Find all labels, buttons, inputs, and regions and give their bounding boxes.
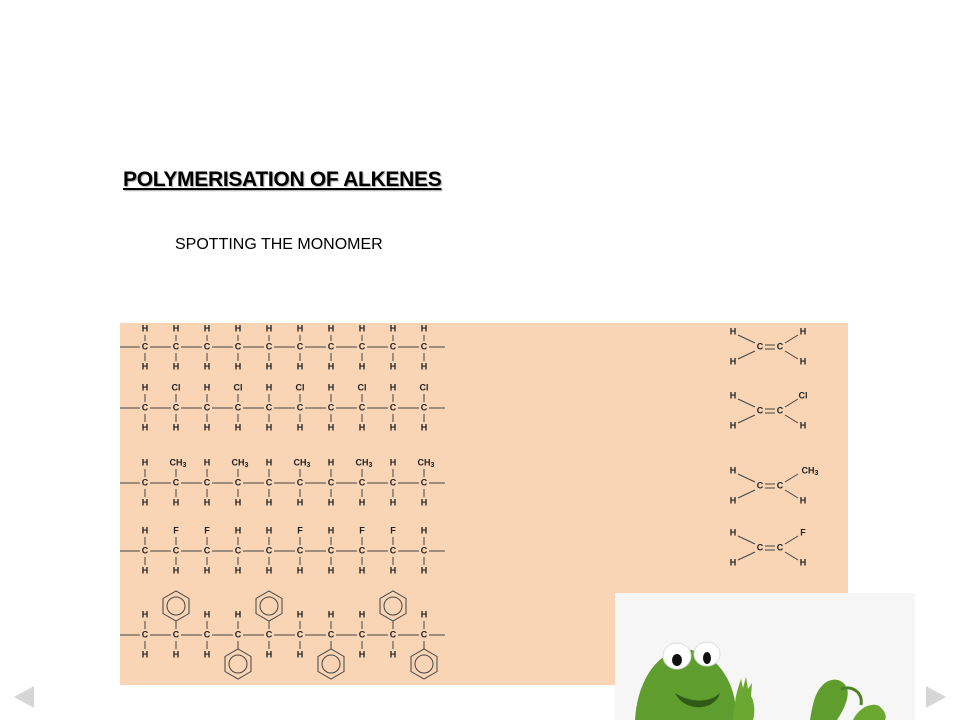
atom-label: H: [729, 326, 737, 337]
atom-label: H: [358, 323, 366, 334]
atom-label: H: [799, 420, 807, 431]
atom-label: H: [141, 361, 149, 372]
bond: [738, 474, 755, 482]
atom-label: H: [141, 609, 149, 620]
carbon-atom: C: [296, 629, 304, 640]
atom-label: H: [729, 465, 737, 476]
atom-label: H: [389, 565, 397, 576]
atom-label: H: [234, 565, 242, 576]
carbon-atom: C: [265, 341, 273, 352]
carbon-atom: C: [776, 341, 784, 352]
atom-label: H: [799, 495, 807, 506]
atom-label: F: [390, 525, 396, 536]
carbon-atom: C: [776, 480, 784, 491]
methyl-group: $CH_3$: [231, 457, 249, 469]
atom-label: H: [799, 326, 807, 337]
bond: [738, 536, 755, 544]
bond: [785, 536, 798, 544]
atom-label: H: [203, 422, 211, 433]
frog-illustration: [615, 593, 915, 720]
previous-slide-button[interactable]: [12, 684, 38, 710]
atom-label: H: [799, 356, 807, 367]
carbon-atom: C: [420, 402, 428, 413]
atom-label: H: [389, 323, 397, 334]
carbon-atom: C: [234, 545, 242, 556]
carbon-atom: C: [327, 402, 335, 413]
atom-label: H: [234, 361, 242, 372]
carbon-atom: C: [327, 477, 335, 488]
carbon-atom: C: [358, 402, 366, 413]
atom-label: Cl: [357, 382, 367, 393]
atom-label: H: [358, 422, 366, 433]
atom-label: H: [265, 649, 273, 660]
atom-label: H: [389, 457, 397, 468]
atom-label: H: [265, 361, 273, 372]
atom-label: H: [265, 525, 273, 536]
atom-label: H: [729, 356, 737, 367]
atom-label: H: [296, 649, 304, 660]
atom-label: H: [141, 422, 149, 433]
carbon-atom: C: [203, 477, 211, 488]
carbon-atom: C: [141, 629, 149, 640]
bond: [738, 490, 755, 498]
atom-label: Cl: [419, 382, 429, 393]
carbon-atom: C: [389, 402, 397, 413]
bond: [785, 399, 798, 407]
carbon-atom: C: [756, 542, 764, 553]
bond: [785, 415, 798, 423]
carbon-atom: C: [265, 402, 273, 413]
atom-label: H: [729, 495, 737, 506]
atom-label: H: [203, 382, 211, 393]
carbon-atom: C: [265, 629, 273, 640]
methyl-group: $CH_3$: [293, 457, 311, 469]
atom-label: H: [358, 609, 366, 620]
carbon-atom: C: [203, 402, 211, 413]
atom-label: H: [203, 649, 211, 660]
bond: [785, 335, 798, 343]
carbon-atom: C: [756, 341, 764, 352]
atom-label: H: [265, 497, 273, 508]
benzene-ring-circle: [229, 655, 247, 673]
atom-label: H: [420, 361, 428, 372]
atom-label: H: [265, 382, 273, 393]
atom-label: H: [141, 382, 149, 393]
carbon-atom: C: [234, 341, 242, 352]
atom-label: H: [327, 422, 335, 433]
atom-label: H: [327, 497, 335, 508]
atom-label: H: [358, 565, 366, 576]
carbon-atom: C: [172, 341, 180, 352]
atom-label: H: [327, 609, 335, 620]
atom-label: H: [172, 497, 180, 508]
carbon-atom: C: [776, 542, 784, 553]
carbon-atom: C: [327, 629, 335, 640]
atom-label: H: [172, 649, 180, 660]
carbon-atom: C: [389, 545, 397, 556]
atom-label: H: [327, 525, 335, 536]
carbon-atom: C: [172, 545, 180, 556]
atom-label: H: [420, 323, 428, 334]
carbon-atom: C: [756, 405, 764, 416]
atom-label: H: [141, 565, 149, 576]
bond: [738, 399, 755, 407]
atom-label: H: [172, 565, 180, 576]
carbon-atom: C: [327, 341, 335, 352]
atom-label: Cl: [171, 382, 181, 393]
carbon-atom: C: [234, 629, 242, 640]
bond: [738, 351, 755, 359]
atom-label: H: [389, 649, 397, 660]
frog-photo: [615, 593, 915, 720]
carbon-atom: C: [296, 545, 304, 556]
bond: [785, 351, 798, 359]
carbon-atom: C: [141, 477, 149, 488]
bond: [738, 552, 755, 560]
carbon-atom: C: [203, 545, 211, 556]
atom-label: F: [297, 525, 303, 536]
carbon-atom: C: [389, 341, 397, 352]
bond: [738, 415, 755, 423]
bond: [738, 335, 755, 343]
atom-label: H: [389, 497, 397, 508]
carbon-atom: C: [358, 629, 366, 640]
atom-label: H: [327, 382, 335, 393]
benzene-ring-circle: [260, 597, 278, 615]
benzene-ring-circle: [415, 655, 433, 673]
atom-label: H: [420, 422, 428, 433]
methyl-group: $CH_3$: [169, 457, 187, 469]
atom-label: H: [729, 420, 737, 431]
atom-label: H: [358, 497, 366, 508]
atom-label: H: [203, 565, 211, 576]
atom-label: H: [203, 497, 211, 508]
atom-label: H: [265, 565, 273, 576]
carbon-atom: C: [234, 477, 242, 488]
atom-label: H: [265, 422, 273, 433]
atom-label: H: [799, 557, 807, 568]
methyl-group: $CH_3$: [801, 465, 819, 477]
bond: [785, 474, 798, 482]
carbon-atom: C: [420, 629, 428, 640]
atom-label: H: [729, 557, 737, 568]
atom-label: H: [234, 609, 242, 620]
atom-label: H: [420, 525, 428, 536]
methyl-group: $CH_3$: [355, 457, 373, 469]
slide-subtitle: SPOTTING THE MONOMER: [175, 236, 383, 253]
atom-label: H: [172, 323, 180, 334]
atom-label: H: [203, 457, 211, 468]
carbon-atom: C: [389, 629, 397, 640]
atom-label: H: [296, 323, 304, 334]
atom-label: H: [172, 361, 180, 372]
carbon-atom: C: [296, 477, 304, 488]
carbon-atom: C: [358, 341, 366, 352]
atom-label: F: [359, 525, 365, 536]
carbon-atom: C: [420, 341, 428, 352]
atom-label: H: [203, 323, 211, 334]
atom-label: H: [296, 609, 304, 620]
atom-label: H: [296, 497, 304, 508]
carbon-atom: C: [203, 341, 211, 352]
benzene-ring-circle: [384, 597, 402, 615]
atom-label: H: [234, 525, 242, 536]
carbon-atom: C: [265, 477, 273, 488]
atom-label: H: [729, 527, 737, 538]
atom-label: F: [173, 525, 179, 536]
atom-label: F: [800, 527, 806, 538]
bond: [785, 552, 798, 560]
atom-label: H: [389, 382, 397, 393]
carbon-atom: C: [327, 545, 335, 556]
carbon-atom: C: [420, 545, 428, 556]
carbon-atom: C: [172, 402, 180, 413]
slide-title: POLYMERISATION OF ALKENES: [123, 168, 442, 191]
methyl-group: $CH_3$: [417, 457, 435, 469]
carbon-atom: C: [141, 341, 149, 352]
carbon-atom: C: [141, 402, 149, 413]
carbon-atom: C: [172, 629, 180, 640]
atom-label: H: [141, 497, 149, 508]
atom-label: H: [172, 422, 180, 433]
atom-label: H: [729, 390, 737, 401]
atom-label: H: [420, 609, 428, 620]
atom-label: H: [327, 323, 335, 334]
carbon-atom: C: [420, 477, 428, 488]
carbon-atom: C: [358, 545, 366, 556]
atom-label: H: [265, 323, 273, 334]
atom-label: H: [203, 609, 211, 620]
next-slide-button[interactable]: [922, 684, 948, 710]
bond: [785, 490, 798, 498]
atom-label: H: [420, 565, 428, 576]
carbon-atom: C: [776, 405, 784, 416]
atom-label: H: [389, 422, 397, 433]
atom-label: H: [358, 649, 366, 660]
carbon-atom: C: [141, 545, 149, 556]
atom-label: F: [204, 525, 210, 536]
atom-label: H: [389, 361, 397, 372]
carbon-atom: C: [296, 341, 304, 352]
atom-label: H: [265, 457, 273, 468]
atom-label: H: [141, 457, 149, 468]
atom-label: H: [234, 497, 242, 508]
atom-label: Cl: [798, 390, 808, 401]
atom-label: H: [234, 422, 242, 433]
carbon-atom: C: [265, 545, 273, 556]
atom-label: H: [296, 422, 304, 433]
atom-label: H: [327, 361, 335, 372]
benzene-ring-circle: [322, 655, 340, 673]
carbon-atom: C: [756, 480, 764, 491]
atom-label: Cl: [295, 382, 305, 393]
atom-label: H: [327, 457, 335, 468]
atom-label: H: [141, 525, 149, 536]
atom-label: H: [141, 323, 149, 334]
carbon-atom: C: [296, 402, 304, 413]
atom-label: H: [141, 649, 149, 660]
atom-label: H: [234, 323, 242, 334]
carbon-atom: C: [203, 629, 211, 640]
atom-label: H: [327, 565, 335, 576]
atom-label: H: [203, 361, 211, 372]
atom-label: H: [420, 497, 428, 508]
atom-label: H: [296, 361, 304, 372]
carbon-atom: C: [358, 477, 366, 488]
atom-label: H: [358, 361, 366, 372]
carbon-atom: C: [172, 477, 180, 488]
atom-label: Cl: [233, 382, 243, 393]
atom-label: H: [296, 565, 304, 576]
carbon-atom: C: [389, 477, 397, 488]
triangle-left-icon: [12, 684, 38, 710]
benzene-ring-circle: [167, 597, 185, 615]
triangle-right-icon: [922, 684, 948, 710]
carbon-atom: C: [234, 402, 242, 413]
